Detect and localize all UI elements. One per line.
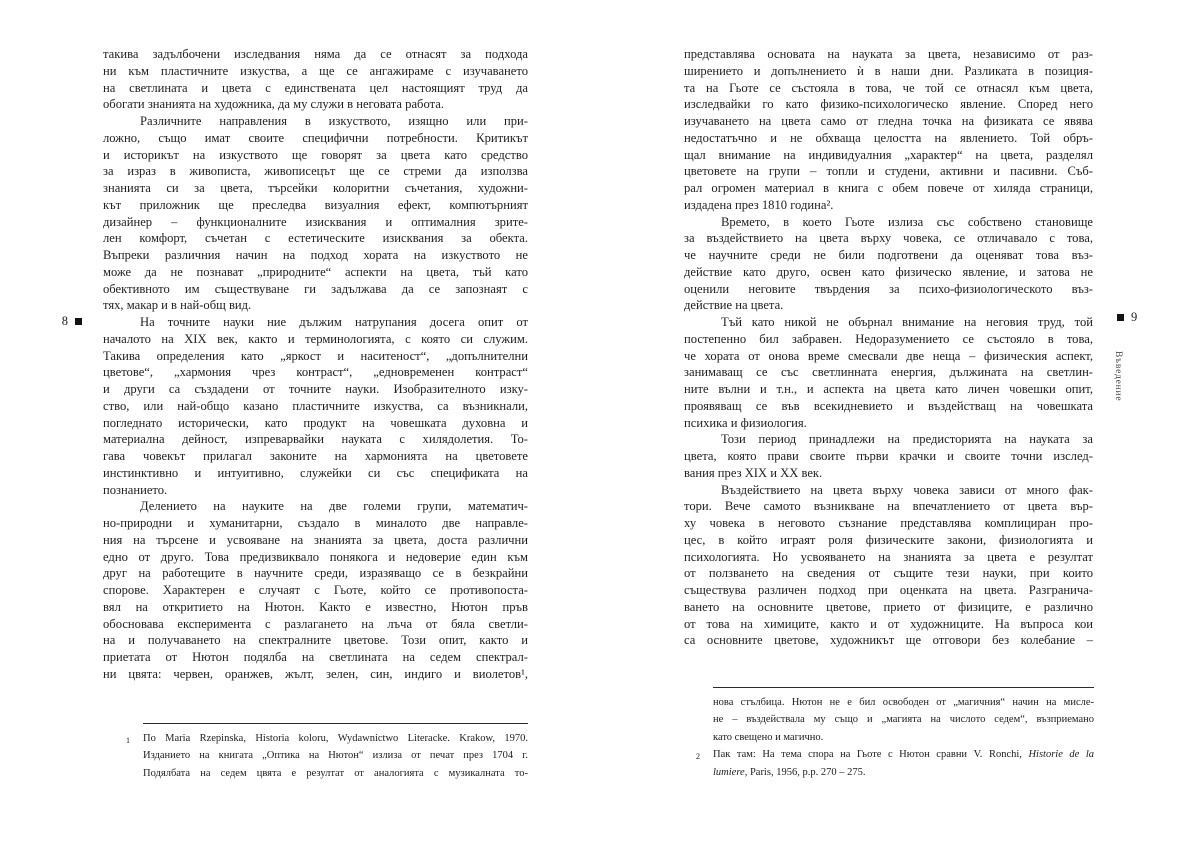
text-line: та на Гьоте се състояла в това, че той се отнасял към цвета, bbox=[684, 80, 1093, 95]
text-line: По Maria Rzepinska, Historia koloru, Wydawnictwo Literacke. Krakow, 1970. bbox=[143, 733, 528, 744]
text-line: едно от друго. Това предизвиквало понякога и недоверие един към bbox=[103, 549, 528, 564]
footnote-marker: 1 bbox=[126, 735, 130, 745]
text-line: ложно, също имат своите специфични потребности. Критикът bbox=[103, 130, 528, 145]
text-line: ни цвята: червен, оранжев, жълт, зелен, син, индиго и виолетов¹, bbox=[103, 666, 528, 681]
text-line: спорове. Характерен е случаят с Гьоте, който се противопоста- bbox=[103, 583, 528, 597]
footnote-text bbox=[713, 694, 1094, 746]
text-line: лен комфорт, съчетан с естетическите изисквания за обекта. bbox=[103, 231, 528, 246]
text-line: за въздействието на цвета върху човека, се отличавало с това, bbox=[684, 231, 1093, 246]
text-line: Делението на науките на две големи групи, математич- bbox=[140, 499, 528, 514]
page-number-left-value: 8 bbox=[61, 314, 68, 328]
text-line: като свещено и магично. bbox=[713, 731, 824, 743]
text-line: рал огромен материал в книга с обем повече от хиляда страници, bbox=[684, 181, 1093, 195]
footnote-marker bbox=[696, 696, 713, 748]
text-line: Този период принадлежи на предисторията на науката за bbox=[721, 432, 1093, 447]
text-line: недостатъчно и не обхваща целостта на явлението. Той обръ- bbox=[684, 130, 1093, 145]
text-line: дизайнер – функционалните изисквания и оптималния зрите- bbox=[103, 214, 528, 229]
text-line: погледнато исторически, като продукт на човешката духовна и bbox=[103, 415, 528, 430]
italic-text: Historie de la bbox=[1028, 749, 1094, 761]
text-line: Подялбата на седем цвята е резултат от аналогията с музикалната то- bbox=[143, 767, 528, 779]
text-line: изследвайки го като физико-психологическо явление. Според него bbox=[684, 97, 1093, 112]
text-line: Такива определения като „яркост и наситеност“, „допълнителни bbox=[103, 348, 528, 363]
footnote-rule-right bbox=[713, 687, 1094, 688]
text-line: обосновава експеримента с разлагането на лъча от бяла светли- bbox=[103, 616, 528, 631]
text-line: от ползването на сведения от същите тези науки, при които bbox=[684, 566, 1093, 581]
text-line: на и получаването на спектралните цветове. Този опит, както и bbox=[103, 633, 528, 648]
text-line: оценили неговите твърдения за психо-физиологическото въз- bbox=[684, 281, 1093, 296]
text-line: такива задълбочени изследвания няма да се отнасят за подхода bbox=[103, 47, 528, 61]
text-line: може да не познават „природните“ аспекти на цвета, тъй като bbox=[103, 264, 528, 279]
text-line: не – въздействала му също и „магията на числото седем“, възприемано bbox=[713, 714, 1094, 726]
text-line: изучаването на цвета само от гледна точка на физиката се явява bbox=[684, 114, 1093, 128]
text-line: ните вълни и т.н., и аспекта на цвета като личен човешки опит, bbox=[684, 382, 1093, 396]
text-line: постепенно бил забравен. Недоразумението се състояло в това, bbox=[684, 331, 1093, 346]
text-line: проявяващ се във всекидневието и въздействащ на човешката bbox=[684, 398, 1093, 413]
text-line bbox=[713, 746, 1094, 763]
text-line: действие на цвета. bbox=[684, 298, 784, 313]
text-line: ването на основните цветове, прието от физиците, е различно bbox=[684, 599, 1093, 614]
text-line: материална дейност, изпреварвайки науката с хилядолетия. То- bbox=[103, 432, 528, 447]
text-line: психика и физиология. bbox=[684, 415, 807, 430]
text-line: Въпреки различния начин на подход хората на изкуството не bbox=[103, 248, 528, 262]
text-line: психологията. Но усвояването на знанията за цвета е резултат bbox=[684, 549, 1093, 564]
text-line: тори. Вече самото възникване на впечатлението от цвета вър- bbox=[684, 499, 1093, 514]
text-line: Изданието на книгата „Оптика на Нютон“ излиза от печат през 1704 г. bbox=[143, 750, 528, 762]
text-line: цветове“, „хармония чрез контраст“, „едновременен контраст“ bbox=[103, 365, 528, 380]
text-line: Различните направления в изкуството, изящно или при- bbox=[140, 114, 528, 128]
text-line: ширението и допълнението ѝ в наши дни. Разликата в позиция- bbox=[684, 63, 1093, 78]
text-line: занимаващ се със светлинната енергия, дължината на светлин- bbox=[684, 365, 1093, 380]
text-line: гава човекът прилагал законите на хармонията на цветовете bbox=[103, 449, 528, 463]
text-line: На точните науки ние дължим натрупания досега опит от bbox=[140, 315, 528, 329]
text-line: и други са създадени от точните науки. Изобразителното изку- bbox=[103, 382, 528, 396]
text-line: познанието. bbox=[103, 482, 168, 497]
text-segment: , Paris, 1956, p.p. 270 – 275. bbox=[744, 766, 866, 778]
footnotes-left bbox=[126, 730, 528, 782]
footnote-text bbox=[713, 746, 1094, 781]
text-line: Тъй като никой не обърнал внимание на неговия труд, той bbox=[721, 315, 1093, 329]
text-line: на светлината и цвета с единствената цел настоящият труд да bbox=[103, 80, 528, 95]
text-line: кът приложник ще преследва визуалния ефект, компютърният bbox=[103, 197, 528, 212]
text-line: Времето, в което Гьоте излиза със собствено становище bbox=[721, 214, 1093, 229]
text-line: Въздействието на цвета върху човека зависи от много фак- bbox=[721, 482, 1093, 497]
text-line: ния на търсене и усвояване на знанията за цвета, доста различни bbox=[103, 532, 528, 547]
square-marker-icon bbox=[75, 318, 82, 325]
text-line: че хората от онова време смесвали две неща – физическия аспект, bbox=[684, 348, 1093, 363]
text-line: ство, или най-общо казано пластичните изкуства, са възникнали, bbox=[103, 398, 528, 413]
footnote bbox=[696, 746, 1094, 781]
text-line: нова стълбица. Нютон не е бил освободен от „магичния“ начин на мисле- bbox=[713, 697, 1094, 708]
text-line: действие като друго, освен като физическо явление, и затова не bbox=[684, 264, 1093, 279]
text-segment: Пак там: На тема спора на Гьоте с Нютон сравни V. Ronchi, bbox=[713, 749, 1029, 761]
text-line: цвета, която прави своите първи крачки и своите точни изслед- bbox=[684, 449, 1093, 463]
text-line: щал внимание на индивидуалния „характер“ на цвета, разделял bbox=[684, 147, 1093, 162]
text-line: обективното им съществуване ги задължава да се запознаят с bbox=[103, 281, 528, 296]
text-line: обогати знанията на художника, да му служи в неговата работа. bbox=[103, 97, 444, 112]
text-line: издадена през 1810 година². bbox=[684, 197, 834, 212]
text-line: от това на химиците, както и от художниците. На въпроса кои bbox=[684, 616, 1093, 631]
text-line: друг на работещите в научните среди, изразяващо се в безкрайни bbox=[103, 566, 528, 581]
text-line: за израз в живописта, живописецът ще се стреми да използва bbox=[103, 164, 528, 179]
text-line: са основните цветове, художникът ще отговори без колебание – bbox=[684, 633, 1093, 648]
running-title-vertical: Въведение bbox=[1113, 351, 1123, 402]
page-number-left bbox=[48, 314, 82, 329]
footnote-text bbox=[143, 730, 528, 782]
page-number-right-value: 9 bbox=[1131, 310, 1138, 324]
text-line: приетата от Нютон подялба на светлината на седем спектрал- bbox=[103, 650, 528, 664]
text-line: тях, макар и в най-общ вид. bbox=[103, 298, 252, 313]
text-line: знанията си за цвета, търсейки колоритни съчетания, художни- bbox=[103, 181, 528, 195]
text-line: но-природни и хуманитарни, създало в миналото две направле- bbox=[103, 516, 528, 530]
footnote-rule-left bbox=[143, 723, 528, 724]
text-line: началото на XIX век, както и терминологията, с която си служим. bbox=[103, 331, 528, 346]
text-line: и историкът на изкуството ще говорят за цвета като средство bbox=[103, 147, 528, 162]
text-line: вял на откритието на Нютон. Както е известно, Нютон пръв bbox=[103, 599, 528, 614]
footnotes-right bbox=[696, 694, 1094, 781]
page-number-right bbox=[1117, 310, 1151, 325]
footnote bbox=[126, 730, 528, 782]
footnote-marker: 2 bbox=[696, 751, 700, 761]
main-text-right bbox=[684, 46, 1093, 649]
text-line: цветовете на групи – топли и студени, активни и пасивни. Съб- bbox=[684, 164, 1093, 179]
main-text-left bbox=[103, 46, 528, 683]
text-line: представлява основата на науката за цвета, независимо от раз- bbox=[684, 47, 1093, 61]
text-line: инстинктивно и интуитивно, служейки си със спецификата на bbox=[103, 465, 528, 480]
square-marker-icon bbox=[1117, 314, 1124, 321]
text-line: съществува различен подход при оценката на цвета. Разгранича- bbox=[684, 583, 1093, 597]
text-line: ни към пластичните изкуства, а ще се ангажираме с изучаването bbox=[103, 63, 528, 78]
italic-text: lumiere bbox=[713, 766, 745, 778]
text-line: вания през XIX и XX век. bbox=[684, 465, 823, 480]
text-line: че научните среди не били подготвени да оценяват това въз- bbox=[684, 248, 1093, 262]
footnote bbox=[696, 694, 1094, 746]
text-line: цес, в който играят роля физическите закони, физиологията и bbox=[684, 532, 1093, 547]
text-line bbox=[713, 764, 1094, 781]
text-line: ху човека в неговото съзнание представлява комплициран про- bbox=[684, 516, 1093, 530]
